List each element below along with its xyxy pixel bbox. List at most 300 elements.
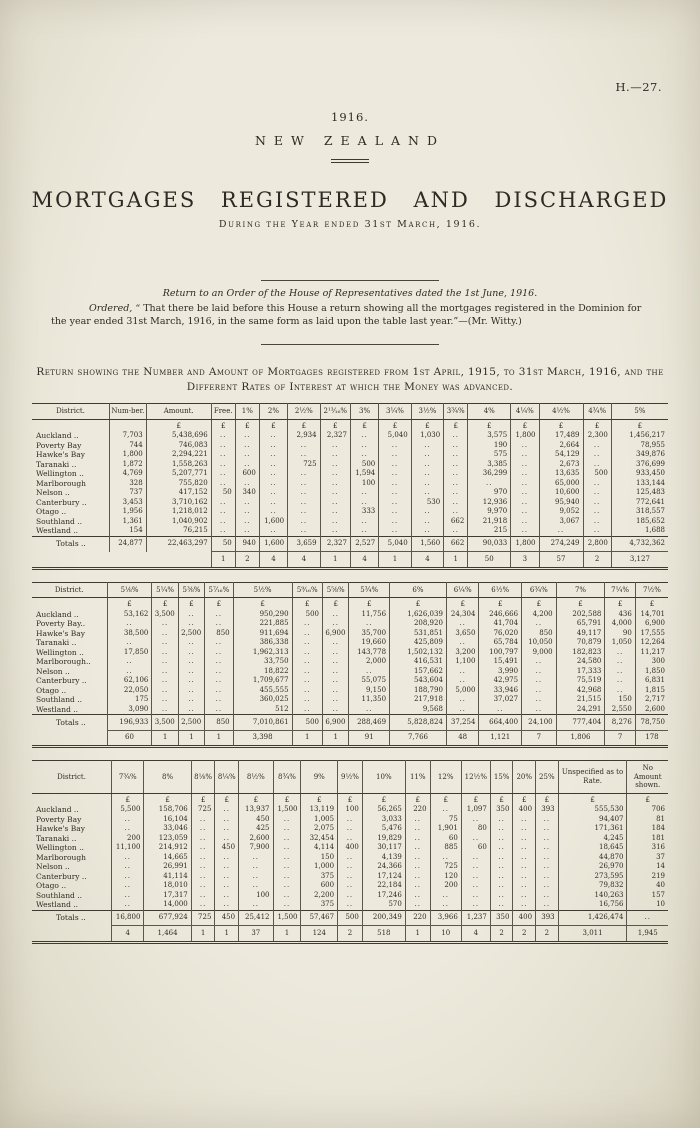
amount-cell: .. [191,824,215,834]
district-label: Auckland .. [36,609,79,619]
amount-cell: .. [239,872,273,882]
amount-cell: 9,000 [522,648,557,658]
totals-cell: 725 [191,910,215,926]
amount-cell: 2,294,221 [146,450,211,460]
mortgage-count-cell: 1 [191,926,215,943]
mortgage-count-cell: 1 [405,926,430,943]
amount-cell: .. [239,881,273,891]
totals-cell: 400 [513,910,536,926]
amount-cell: .. [191,815,215,825]
currency-symbol: £ [583,419,611,431]
amount-cell: .. [405,891,430,901]
amount-cell: .. [112,900,144,910]
totals-cell: 662 [444,536,468,552]
column-header: 2% [259,404,287,420]
amount-cell: .. [490,843,513,853]
amount-cell: .. [235,441,259,451]
amount-cell: 157,662 [390,667,447,677]
column-header: 8¾% [273,761,301,794]
amount-cell: .. [583,526,611,536]
table-row [32,686,668,696]
table-row [32,450,668,460]
totals-label: Totals .. [32,910,112,926]
amount-cell: 143,778 [349,648,390,658]
amount-cell: .. [259,460,287,470]
currency-symbol: £ [235,419,259,431]
amount-cell: 30,117 [362,843,405,853]
amount-cell: 181 [627,834,668,844]
amount-cell: 90 [605,629,635,639]
amount-cell: .. [536,872,559,882]
amount-cell: 4,200 [522,610,557,620]
mortgage-count-cell: 3,011 [558,926,627,943]
amount-cell: .. [273,834,301,844]
amount-cell: 10,050 [522,638,557,648]
amount-cell: 133,144 [611,479,668,489]
amount-cell: 17,555 [635,629,668,639]
amount-cell: .. [446,695,479,705]
amount-cell: 100 [350,479,378,489]
column-header: 3¼% [379,404,411,420]
totals-cell: 7,010,861 [233,715,292,731]
currency-symbol: £ [490,793,513,805]
amount-cell: 33,946 [479,686,522,696]
amount-cell: .. [522,667,557,677]
totals-cell: 777,404 [556,715,605,731]
amount-cell: .. [205,657,233,667]
amount-cell: .. [178,705,204,715]
amount-cell: .. [215,834,239,844]
amount-cell: .. [191,872,215,882]
amount-cell: .. [379,507,411,517]
mortgage-count-cell: 1 [152,730,178,747]
amount-cell: .. [211,526,235,536]
amount-cell: 190 [468,441,511,451]
mortgage-count-cell: 1 [205,730,233,747]
amount-cell: .. [178,648,204,658]
column-header: 20% [513,761,536,794]
amount-cell: .. [444,498,468,508]
column-header: 7% [556,582,605,598]
amount-cell: 94,407 [558,815,627,825]
divider [261,280,439,281]
totals-cell: 2,500 [178,715,204,731]
column-header: 8½% [239,761,273,794]
district-label: Nelson .. [36,666,70,676]
totals-cell: 500 [292,715,322,731]
mortgage-count-cell: 7 [605,730,635,747]
rates-table-2 [32,582,668,749]
district-label: Otago .. [36,881,67,890]
amount-cell: .. [178,686,204,696]
amount-cell: 328 [110,479,147,489]
amount-cell: 393 [536,805,559,815]
totals-cell: 450 [215,910,239,926]
amount-cell: 40 [627,881,668,891]
totals-cell: 50 [211,536,235,552]
amount-cell: .. [379,479,411,489]
amount-cell: .. [490,815,513,825]
district-label: Taranaki .. [36,833,77,843]
amount-cell: .. [411,507,443,517]
amount-cell: 885 [430,843,461,853]
amount-cell: .. [490,824,513,834]
amount-cell: .. [273,843,301,853]
amount-cell: .. [273,881,301,891]
totals-cell: 1,426,474 [558,910,627,926]
table-row [32,891,668,901]
amount-cell: 9,970 [468,507,511,517]
district-label: Southland .. [36,695,82,704]
table-row [32,488,668,498]
amount-cell: .. [349,705,390,715]
totals-cell: 57,467 [301,910,338,926]
rates-table-1-container [32,403,668,570]
amount-cell: .. [178,619,204,629]
rates-table-3-container [32,760,668,944]
currency-symbol: £ [301,793,338,805]
amount-cell: 850 [205,629,233,639]
amount-cell: .. [215,805,239,815]
amount-cell: 208,920 [390,619,447,629]
amount-cell: .. [379,469,411,479]
amount-cell: .. [446,705,479,715]
totals-cell: 2,800 [583,536,611,552]
amount-cell: 26,970 [558,862,627,872]
amount-cell: .. [522,657,557,667]
amount-cell: .. [215,900,239,910]
district-label: Taranaki .. [36,638,77,647]
amount-cell: .. [211,441,235,451]
currency-symbol: £ [349,598,390,610]
amount-cell: .. [338,891,363,901]
mortgage-count-cell: 4 [288,552,320,569]
amount-cell: .. [288,526,320,536]
amount-cell: .. [205,619,233,629]
amount-cell: .. [323,667,349,677]
currency-symbol: £ [411,419,443,431]
column-header: 5⁷⁄₁₆% [205,582,233,598]
amount-cell: .. [379,450,411,460]
district-label: Westland .. [36,900,79,909]
amount-cell: 1,626,039 [390,610,447,620]
amount-cell: .. [350,441,378,451]
district-label: Canterbury .. [36,497,87,507]
currency-symbol: £ [215,793,239,805]
amount-cell: 350 [490,805,513,815]
amount-cell: .. [323,638,349,648]
amount-cell: .. [320,450,350,460]
amount-cell: 1,218,012 [146,507,211,517]
amount-cell: .. [273,900,301,910]
amount-cell: 455,555 [233,686,292,696]
amount-cell: 2,327 [320,431,350,441]
amount-cell: 2,600 [239,834,273,844]
currency-symbol: £ [446,598,479,610]
mortgage-count-cell: 1 [323,730,349,747]
amount-cell: .. [323,686,349,696]
amount-cell: 1,000 [301,862,338,872]
amount-cell: 95,940 [539,498,583,508]
amount-cell: .. [259,498,287,508]
amount-cell: .. [292,657,322,667]
amount-cell: 17,124 [362,872,405,882]
amount-cell: 11,756 [349,610,390,620]
amount-cell: .. [338,834,363,844]
amount-cell: 200 [112,834,144,844]
amount-cell: 318,557 [611,507,668,517]
column-header: 9½% [338,761,363,794]
totals-row [32,715,668,731]
district-label: Wellington .. [36,647,84,657]
amount-cell: .. [461,862,490,872]
amount-cell: .. [323,648,349,658]
document-title: MORTGAGES REGISTERED AND DISCHARGED [31,188,669,212]
amount-cell: 1,558,263 [146,460,211,470]
amount-cell: 42,968 [556,686,605,696]
amount-cell: 17,850 [107,648,152,658]
column-header: 8¼% [215,761,239,794]
mortgage-count-cell: 4 [411,552,443,569]
amount-cell: .. [235,460,259,470]
amount-cell: .. [444,450,468,460]
mortgage-count-cell: 1 [273,926,301,943]
currency-symbol: £ [539,419,583,431]
amount-cell: .. [288,498,320,508]
amount-cell: .. [288,450,320,460]
currency-symbol: £ [405,793,430,805]
amount-cell: 3,453 [110,498,147,508]
currency-symbol: £ [556,598,605,610]
amount-cell: .. [292,638,322,648]
amount-cell: 450 [239,815,273,825]
amount-cell: .. [323,695,349,705]
amount-cell: 13,635 [539,469,583,479]
totals-cell: 8,276 [605,715,635,731]
amount-cell: .. [320,460,350,470]
column-header: 3% [350,404,378,420]
totals-cell: 200,349 [362,910,405,926]
currency-symbol: £ [233,598,292,610]
amount-cell: .. [605,676,635,686]
amount-cell: 725 [288,460,320,470]
column-header: 1% [235,404,259,420]
amount-cell: 175 [107,695,152,705]
amount-cell: .. [215,872,239,882]
column-header: 5½% [233,582,292,598]
amount-cell: 200 [430,881,461,891]
amount-cell: .. [292,619,322,629]
mortgage-count-cell: 1,464 [144,926,191,943]
amount-cell: .. [211,517,235,527]
amount-cell: .. [583,517,611,527]
amount-cell: .. [379,498,411,508]
amount-cell: 4,769 [110,469,147,479]
totals-cell: 78,750 [635,715,668,731]
amount-cell: .. [211,498,235,508]
blank-cell [32,730,107,747]
amount-cell: 78,955 [611,441,668,451]
amount-cell: .. [405,834,430,844]
column-header: 11% [405,761,430,794]
totals-cell: 220 [405,910,430,926]
currency-symbol: £ [338,793,363,805]
amount-cell: .. [511,488,539,498]
amount-cell: 24,304 [446,610,479,620]
amount-cell: .. [205,667,233,677]
totals-cell: 288,469 [349,715,390,731]
amount-cell: .. [513,843,536,853]
amount-cell: .. [292,705,322,715]
amount-cell: .. [583,441,611,451]
amount-cell: .. [444,526,468,536]
amount-cell: .. [205,695,233,705]
district-label: Auckland .. [36,805,79,814]
mortgage-count-cell: 10 [430,926,461,943]
amount-cell: 150 [605,695,635,705]
mortgage-count-cell: 1,121 [479,730,522,747]
amount-cell: .. [112,862,144,872]
amount-cell: 70,879 [556,638,605,648]
column-header: 5% [611,404,668,420]
amount-cell: 500 [292,610,322,620]
table-row [32,517,668,527]
amount-cell: 60 [430,834,461,844]
column-header: 4½% [539,404,583,420]
column-header: 7¼% [605,582,635,598]
totals-cell: 3,966 [430,910,461,926]
amount-cell: .. [605,648,635,658]
amount-cell: 158,706 [144,805,191,815]
amount-cell: .. [107,667,152,677]
amount-cell: 2,075 [301,824,338,834]
amount-cell: .. [583,507,611,517]
amount-cell: 706 [627,805,668,815]
amount-cell: .. [320,469,350,479]
amount-cell: 2,300 [583,431,611,441]
amount-cell: .. [292,686,322,696]
amount-cell: .. [522,705,557,715]
amount-cell: .. [215,862,239,872]
amount-cell: 5,207,771 [146,469,211,479]
amount-cell: 75 [430,815,461,825]
amount-cell: .. [152,638,178,648]
mortgage-counts-row [32,552,668,569]
column-header: 6½% [479,582,522,598]
amount-cell: .. [320,441,350,451]
amount-cell: .. [405,881,430,891]
amount-cell: .. [178,695,204,705]
amount-cell: 375 [301,900,338,910]
amount-cell: 15,491 [479,657,522,667]
amount-cell: .. [349,667,390,677]
amount-cell: 5,000 [446,686,479,696]
amount-cell: 3,650 [446,629,479,639]
column-header: 6% [390,582,447,598]
amount-cell: .. [178,667,204,677]
amount-cell: .. [273,853,301,863]
currency-symbol: £ [350,419,378,431]
amount-cell: 2,664 [539,441,583,451]
amount-cell: 744 [110,441,147,451]
mortgage-count-cell: 2 [513,926,536,943]
amount-cell: 41,114 [144,872,191,882]
amount-cell: .. [444,507,468,517]
amount-cell: .. [539,526,583,536]
amount-cell: .. [411,479,443,489]
amount-cell: .. [461,881,490,891]
amount-cell: 1,962,313 [233,648,292,658]
amount-cell: .. [259,450,287,460]
amount-cell: .. [522,686,557,696]
district-label: Auckland .. [36,431,79,440]
amount-cell: 54,129 [539,450,583,460]
district-label: Poverty Bay.. [36,619,86,628]
amount-cell: 1,688 [611,526,668,536]
amount-cell: .. [191,834,215,844]
amount-cell: .. [536,834,559,844]
amount-cell: .. [205,648,233,658]
amount-cell: .. [446,676,479,686]
mortgage-count-cell: 1 [215,926,239,943]
amount-cell: .. [273,815,301,825]
amount-cell: 5,040 [379,431,411,441]
mortgage-count-cell: 2 [583,552,611,569]
amount-cell: 219 [627,872,668,882]
totals-cell: 1,560 [411,536,443,552]
column-header: 4% [468,404,511,420]
amount-cell: .. [411,441,443,451]
amount-cell: 3,500 [152,610,178,620]
totals-cell: 5,828,824 [390,715,447,731]
amount-cell: 120 [430,872,461,882]
column-header: 2¹³⁄₁₆% [320,404,350,420]
amount-cell: 1,050 [605,638,635,648]
amount-cell: .. [273,862,301,872]
amount-cell: .. [288,479,320,489]
amount-cell: 10 [627,900,668,910]
amount-cell: 13,937 [239,805,273,815]
amount-cell: 273,595 [558,872,627,882]
amount-cell: 316 [627,843,668,853]
currency-symbol: £ [390,598,447,610]
totals-cell: 677,924 [144,910,191,926]
amount-cell: 436 [605,610,635,620]
amount-cell: 11,350 [349,695,390,705]
totals-cell: 1,237 [461,910,490,926]
amount-cell: .. [536,843,559,853]
amount-cell: .. [112,815,144,825]
district-label: Marlborough [36,852,87,862]
amount-cell: .. [323,705,349,715]
amount-cell: .. [461,815,490,825]
amount-cell: 16,104 [144,815,191,825]
amount-cell: .. [259,441,287,451]
amount-cell: 37,027 [479,695,522,705]
column-header: 8% [144,761,191,794]
amount-cell: .. [411,460,443,470]
amount-cell: .. [379,526,411,536]
amount-cell: .. [205,705,233,715]
currency-symbol [32,419,110,431]
amount-cell: .. [152,705,178,715]
amount-cell: 19,829 [362,834,405,844]
amount-cell: 214,912 [144,843,191,853]
amount-cell: 65,000 [539,479,583,489]
amount-cell: 14 [627,862,668,872]
totals-cell: 3,659 [288,536,320,552]
amount-cell: .. [513,881,536,891]
